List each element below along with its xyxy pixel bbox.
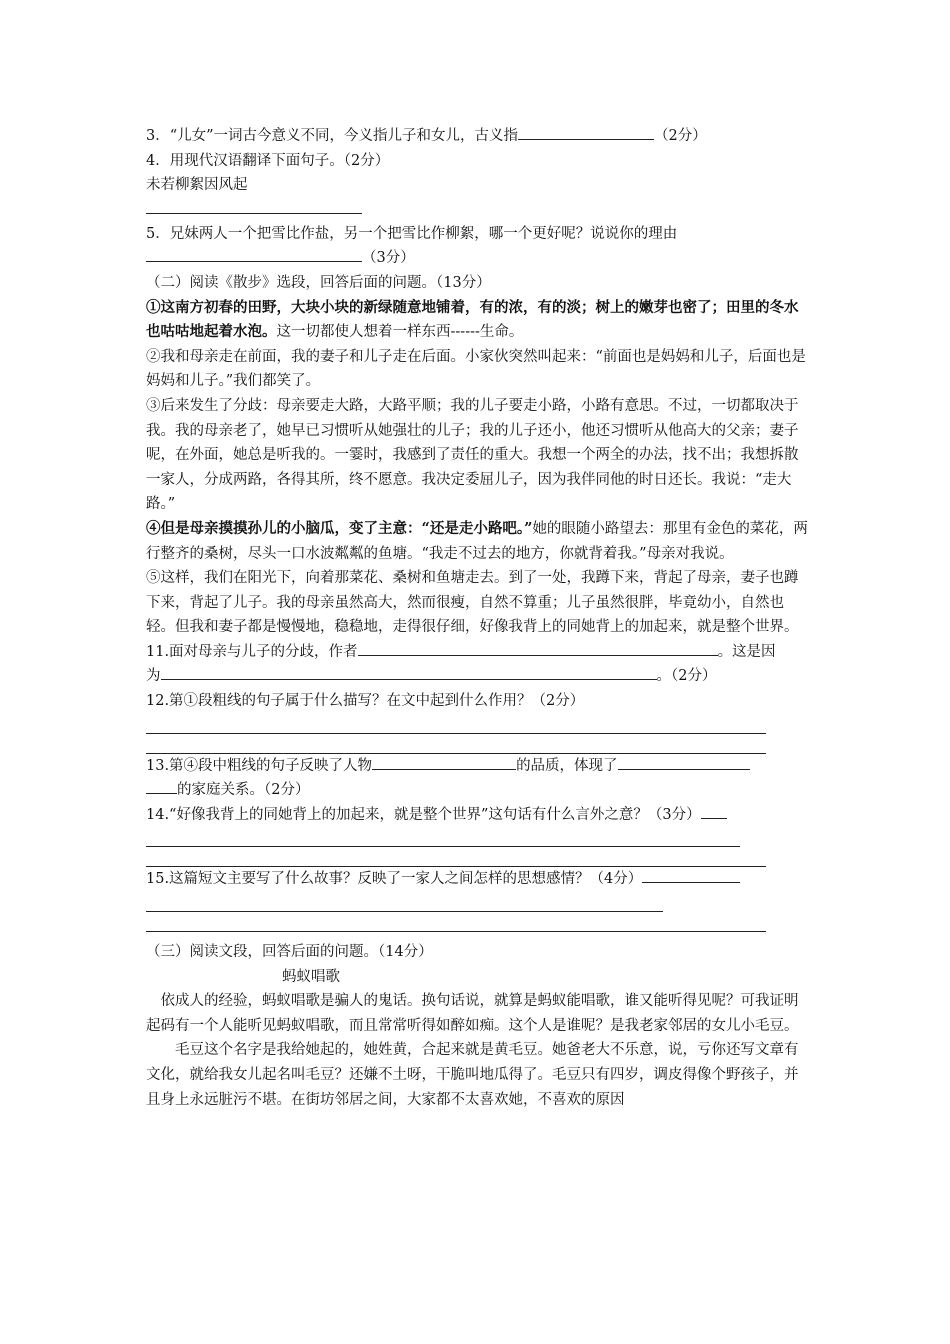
passage-paragraph-3: ③后来发生了分歧：母亲要走大路，大路平顺；我的儿子要走小路，小路有意思。不过，一切都取决于我。我的母亲老了，她早已习惯听从她强壮的儿子；我的儿子还小，他还习惯听从他高大的父亲；妻子呢，在外面，她总是听我的。一霎时，我感到了责任的重大。我想一个两全的办法，找不出；我想拆散一家人，分成两路，各得其所，终不愿意。我决定委屈儿子，因为我伴同他的时日还长。我说：“走大路。” (146, 397, 799, 513)
article-paragraph-2: 毛豆这个名字是我给她起的，她姓黄，合起来就是黄毛豆。她爸老大不乐意，说，亏你还写文章有文化，就给我女儿起名叫毛豆？还嫌不土呀，干脆叫地瓜得了。毛豆只有四岁，调皮得像个野孩子，并且身上永远脏污不堪。在街坊邻居之间，大家都不太喜欢她，不喜欢的原因 (146, 1042, 799, 1108)
section-2-heading: （二）阅读《散步》选段，回答后面的问题。（13分） (146, 274, 491, 291)
answer-line[interactable] (146, 892, 663, 912)
question-12: 12.第①段粗线的句子属于什么描写？在文中起到什么作用？（2分） (146, 693, 585, 710)
question-11-cont: 为 。（2分） (146, 664, 812, 689)
answer-line[interactable] (146, 734, 766, 754)
answer-blank[interactable] (518, 125, 654, 140)
question-5: 5．兄妹两人一个把雪比作盐，另一个把雪比作柳絮，哪一个更好呢？说说你的理由 (146, 225, 678, 242)
answer-blank[interactable] (146, 199, 362, 214)
article-paragraph-1: 依成人的经验，蚂蚁唱歌是骗人的鬼话。换句话说，就算是蚂蚁能唱歌，谁又能听得见呢？可我证明起码有一个人能听见蚂蚁唱歌，而且常常听得如醉如痴。这个人是谁呢？是我老家邻居的女儿小毛豆。 (146, 993, 799, 1034)
answer-line[interactable] (146, 847, 766, 867)
question-15: 15.这篇短文主要写了什么故事？反映了一家人之间怎样的思想感情？（4分） (146, 867, 812, 892)
answer-line (146, 198, 812, 222)
answer-blank[interactable] (161, 665, 657, 680)
answer-blank[interactable] (618, 755, 750, 770)
answer-blank[interactable] (701, 804, 727, 819)
question-4-sentence: 未若柳絮因风起 (146, 177, 248, 194)
question-11: 11.面对母亲与儿子的分歧，作者 。这是因 (146, 640, 812, 665)
passage-paragraph-4: ④但是母亲摸摸孙儿的小脑瓜，变了主意：“还是走小路吧。”她的眼随小路望去：那里有金色的菜花，两行整齐的桑树，尽头一口水波粼粼的鱼塘。“我走不过去的地方，你就背着我。”母亲对我说。 (146, 519, 808, 562)
passage-paragraph-1: ①这南方初春的田野，大块小块的新绿随意地铺着，有的浓，有的淡；树上的嫩芽也密了；田里的冬水也咕咕地起着水泡。这一切都使人想着一样东西------生命。 (146, 298, 799, 341)
question-13-cont: 的家庭关系。（2分） (146, 778, 812, 803)
question-5-answer: （3分） (146, 246, 812, 271)
answer-blank[interactable] (146, 779, 177, 794)
answer-blank[interactable] (146, 247, 362, 262)
question-4: 4．用现代汉语翻译下面句子。（2分） (146, 152, 390, 169)
answer-line[interactable] (146, 827, 740, 847)
article-title: 蚂蚁唱歌 (282, 968, 340, 985)
exam-page (146, 124, 812, 1112)
passage-paragraph-5: ⑤这样，我们在阳光下，向着那菜花、桑树和鱼塘走去。到了一处，我蹲下来，背起了母亲，妻子也蹲下来，背起了儿子。我的母亲虽然高大，然而很瘦，自然不算重；儿子虽然很胖，毕竟幼小，自然也轻。但我和妻子都是慢慢地，稳稳地，走得很仔细，好像我背上的同她背上的加起来，就是整个世界。 (146, 570, 799, 636)
question-3: 3．“儿女”一词古今意义不同，今义指儿子和女儿，古义指 （2分） (146, 124, 812, 149)
question-14: 14.“好像我背上的同她背上的加起来，就是整个世界”这句话有什么言外之意？（3分） (146, 803, 812, 828)
answer-line[interactable] (146, 912, 766, 932)
question-13: 13.第④段中粗线的句子反映了人物 的品质，体现了 (146, 754, 812, 779)
answer-line[interactable] (146, 714, 766, 734)
section-3-heading: （三）阅读文段，回答后面的问题。（14分） (146, 944, 433, 961)
answer-blank[interactable] (358, 641, 718, 656)
passage-paragraph-2: ②我和母亲走在前面，我的妻子和儿子走在后面。小家伙突然叫起来：“前面也是妈妈和儿子，后面也是妈妈和儿子。”我们都笑了。 (146, 348, 806, 390)
answer-blank[interactable] (642, 868, 740, 883)
answer-blank[interactable] (372, 755, 516, 770)
